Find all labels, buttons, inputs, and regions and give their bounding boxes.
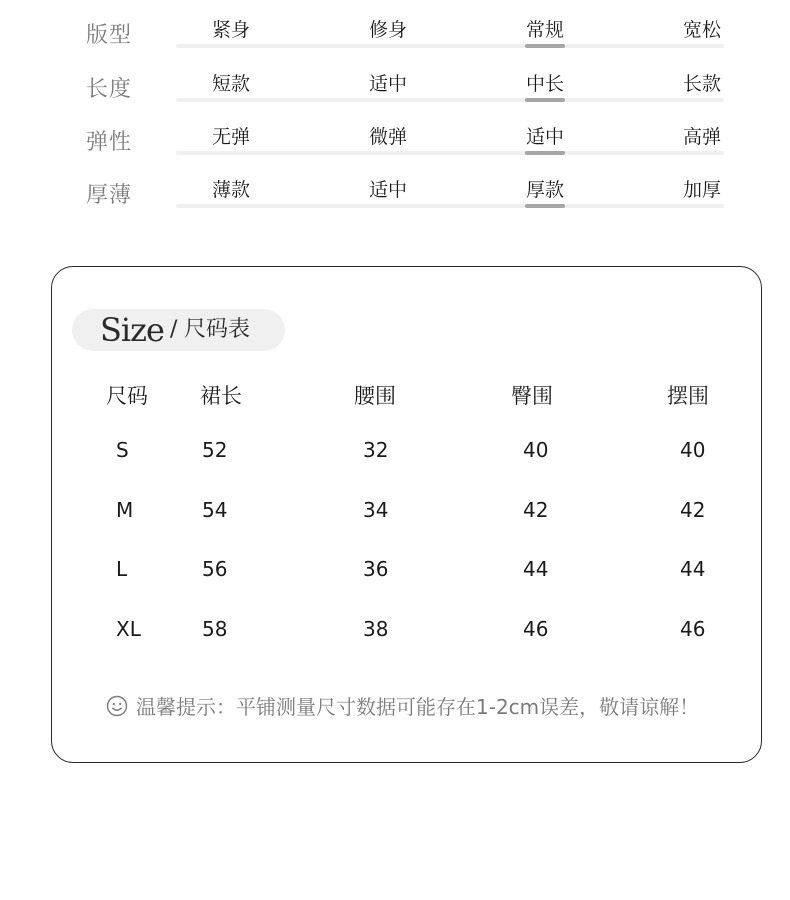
attribute-option: 高弹	[682, 126, 721, 148]
table-header-hem: 摆围	[667, 384, 709, 408]
table-cell: S	[116, 438, 129, 462]
table-cell: 56	[202, 557, 228, 581]
attribute-option: 宽松	[682, 19, 721, 41]
table-cell: 44	[680, 557, 706, 581]
attribute-option: 中长	[505, 72, 585, 96]
table-cell: XL	[116, 617, 141, 641]
selected-bar	[525, 151, 565, 155]
size-title-cn: 尺码表	[184, 317, 251, 342]
attribute-row-elasticity	[0, 107, 790, 161]
table-cell: 34	[363, 498, 389, 522]
attribute-track	[176, 151, 724, 155]
table-cell: 46	[523, 617, 549, 641]
attribute-row-fit	[0, 0, 790, 54]
attribute-option: 长款	[682, 73, 721, 95]
table-cell: 44	[523, 557, 549, 581]
table-header-hip: 臀围	[511, 384, 553, 408]
table-header-size: 尺码	[106, 384, 148, 408]
attribute-option: 适中	[368, 179, 407, 201]
table-header-length: 裙长	[200, 384, 242, 408]
attribute-option: 加厚	[682, 179, 721, 201]
attribute-row-thickness	[0, 160, 790, 214]
selected-bar	[525, 204, 565, 208]
attribute-option: 短款	[211, 73, 250, 95]
attribute-option: 常规	[505, 18, 585, 42]
table-cell: L	[116, 557, 128, 581]
attribute-option: 适中	[505, 125, 585, 149]
attribute-option: 修身	[368, 19, 407, 41]
table-cell: 42	[680, 498, 706, 522]
table-cell: 54	[202, 498, 228, 522]
smiley-icon	[106, 695, 128, 717]
size-title-separator: /	[170, 317, 178, 342]
selected-bar	[525, 98, 565, 102]
table-cell: M	[116, 498, 134, 522]
table-cell: 38	[363, 617, 389, 641]
selected-bar	[525, 44, 565, 48]
attribute-track	[176, 44, 724, 48]
attribute-option: 厚款	[505, 178, 585, 202]
attribute-option: 适中	[368, 73, 407, 95]
table-cell: 42	[523, 498, 549, 522]
table-cell: 46	[680, 617, 706, 641]
table-cell: 32	[363, 438, 389, 462]
attribute-track	[176, 98, 724, 102]
table-header-waist: 腰围	[354, 384, 396, 408]
attribute-option: 无弹	[211, 126, 250, 148]
table-cell: 40	[680, 438, 706, 462]
attribute-option: 微弹	[368, 126, 407, 148]
attribute-track	[176, 204, 724, 208]
size-title-pill	[72, 309, 285, 351]
table-cell: 52	[202, 438, 228, 462]
attribute-row-length	[0, 54, 790, 108]
table-cell: 58	[202, 617, 228, 641]
attribute-label: 厚薄	[86, 183, 133, 208]
tip-text: 温馨提示：平铺测量尺寸数据可能存在1-2cm误差，敬请谅解！	[136, 695, 700, 719]
attribute-label: 版型	[86, 23, 133, 48]
attribute-option: 薄款	[211, 179, 250, 201]
attribute-option: 紧身	[211, 19, 250, 41]
attribute-label: 弹性	[86, 130, 133, 155]
table-cell: 36	[363, 557, 389, 581]
size-table-card	[51, 266, 762, 763]
size-title-en: Size	[100, 311, 164, 349]
table-cell: 40	[523, 438, 549, 462]
attribute-label: 长度	[86, 77, 133, 102]
